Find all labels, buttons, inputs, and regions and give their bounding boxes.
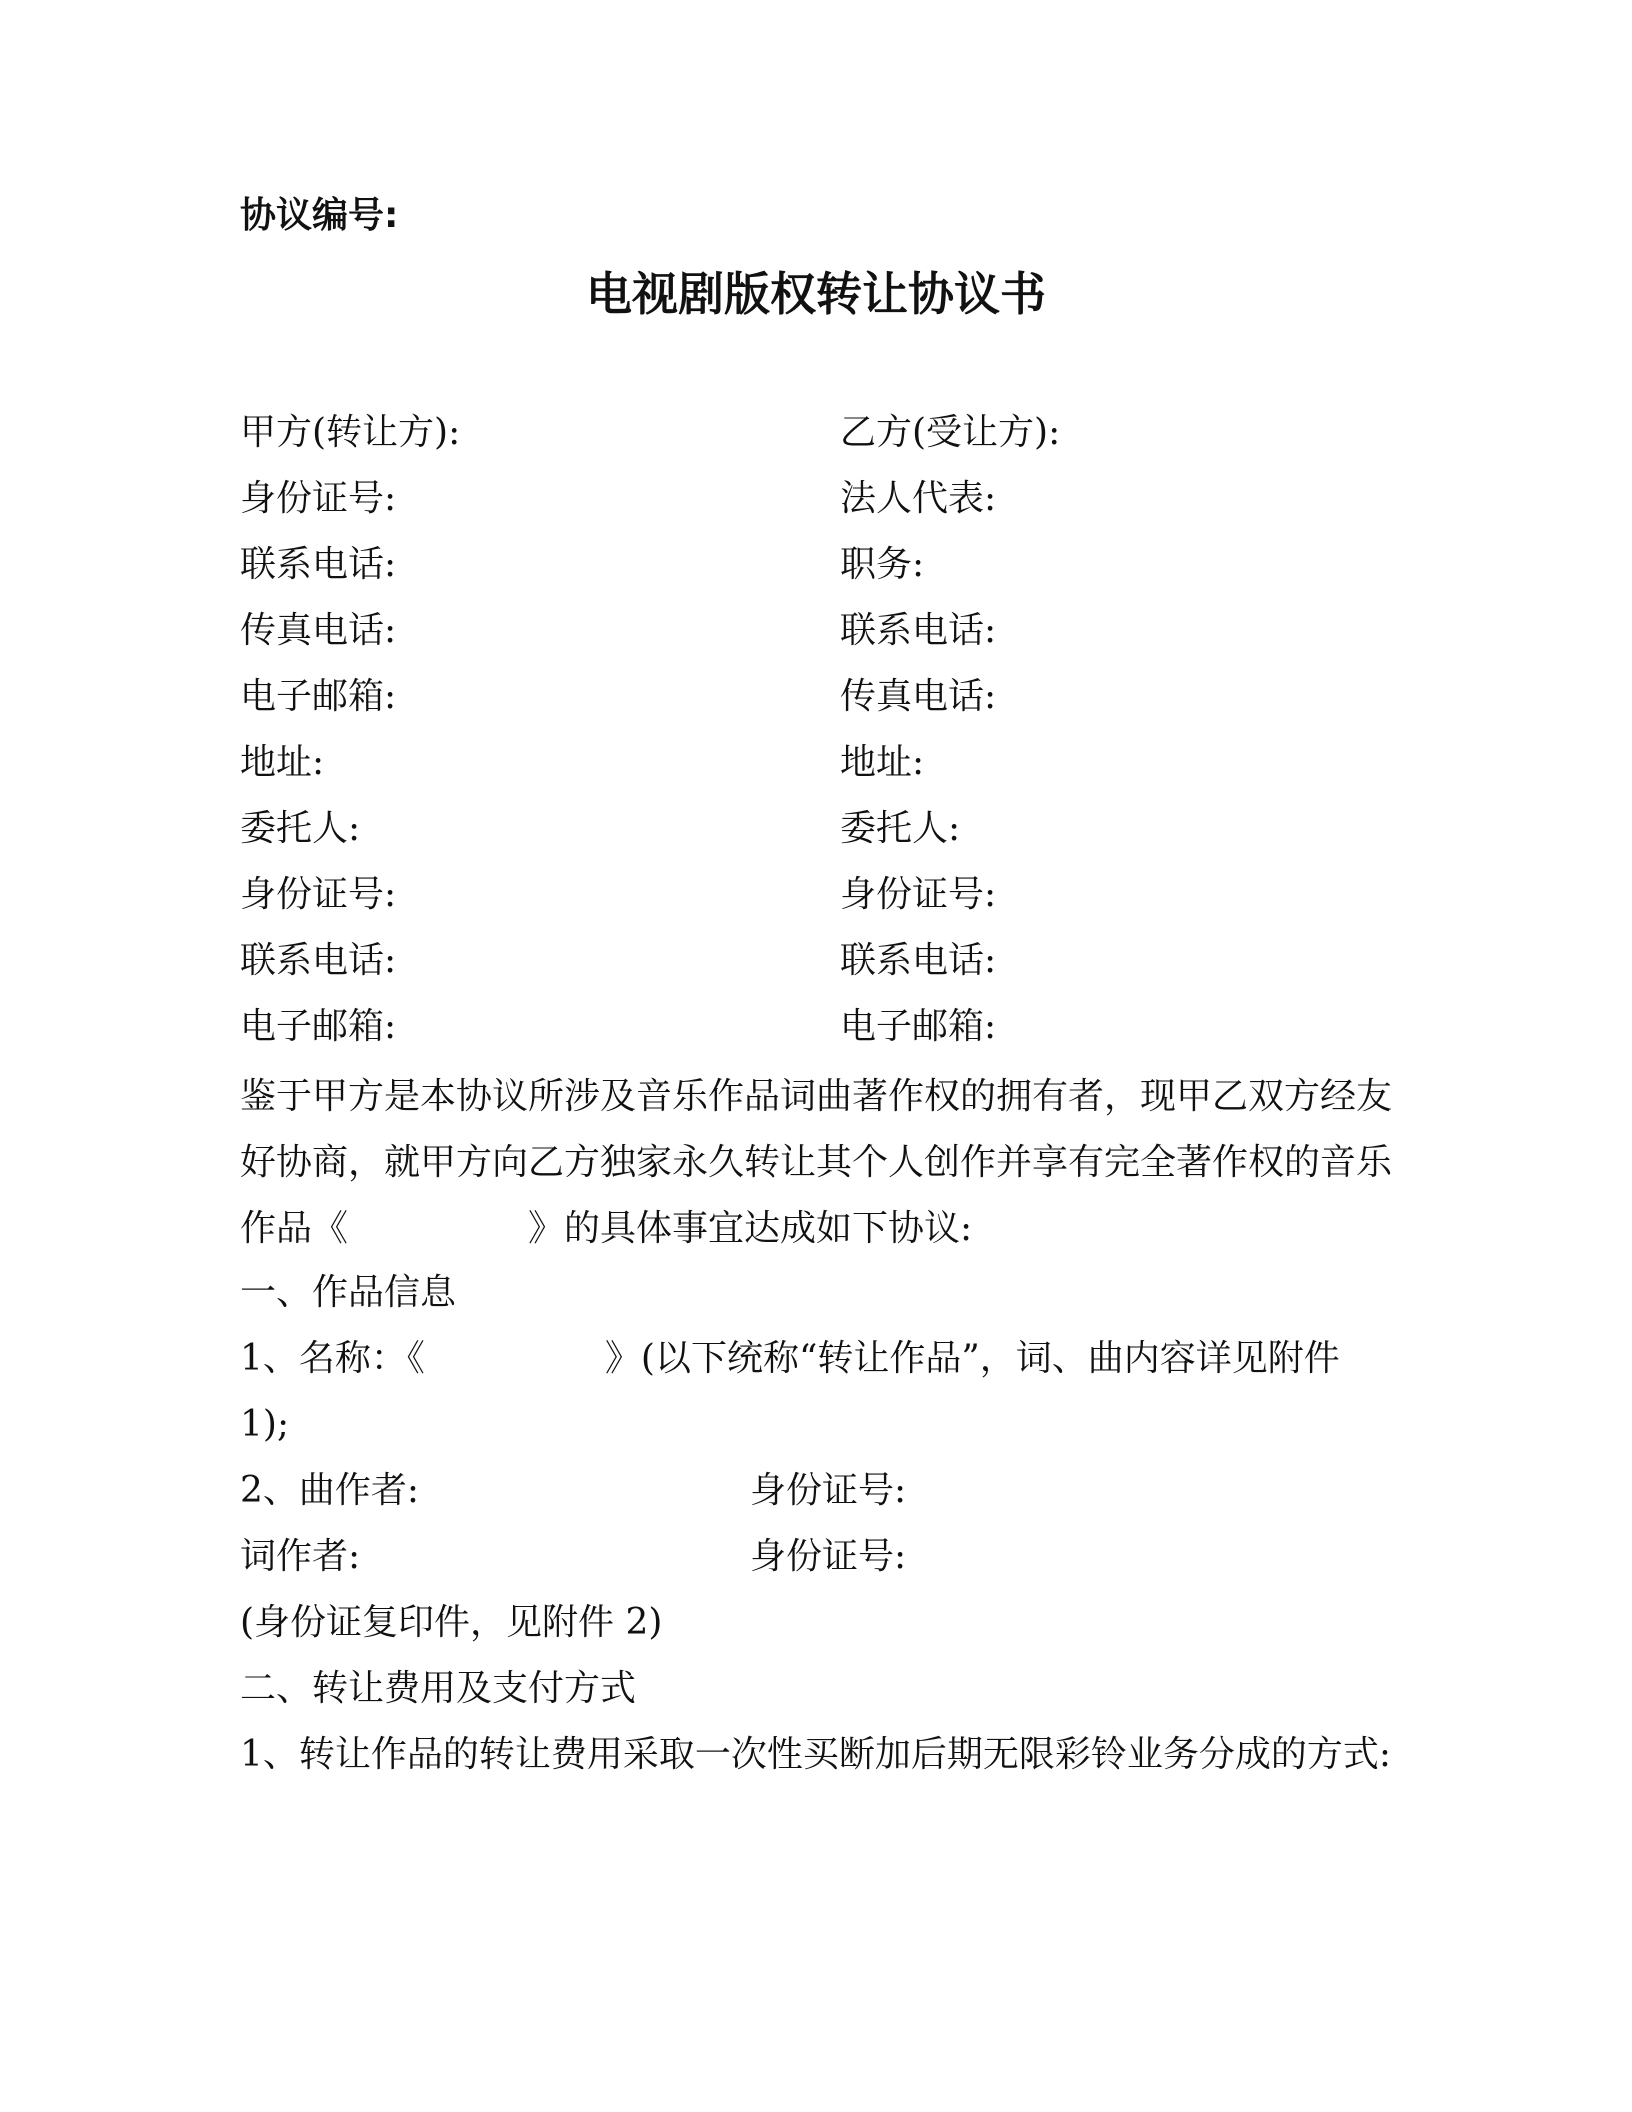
- section2-heading: 二、转让费用及支付方式: [240, 1668, 637, 1709]
- party-b-agent-label: 委托人:: [840, 808, 961, 849]
- party-a-name-label: 甲方(转让方):: [240, 412, 461, 453]
- party-a-email-label: 电子邮箱:: [240, 676, 397, 717]
- preamble-paragraph: 鉴于甲方是本协议所涉及音乐作品词曲著作权的拥有者，现甲乙双方经友好协商，就甲方向乙方独家永久转让其个人创作并享有完全著作权的音乐作品《 》的具体事宜达成如下协议:: [240, 1076, 1393, 1249]
- lyricist-id-label: 身份证号:: [750, 1536, 907, 1577]
- party-b-agent-email-label: 电子邮箱:: [840, 1006, 997, 1047]
- section2-item1: 1、转让作品的转让费用采取一次性买断加后期无限彩铃业务分成的方式:: [240, 1734, 1392, 1775]
- party-b-position-label: 职务:: [840, 544, 925, 585]
- party-a-agent-email-label: 电子邮箱:: [240, 1006, 397, 1047]
- party-b-name-label: 乙方(受让方):: [840, 412, 1061, 453]
- document-title: 电视剧版权转让协议书: [586, 267, 1046, 321]
- section1-item1: 1、名称：《 》(以下统称“转让作品”，词、曲内容详见附件 1);: [240, 1338, 1340, 1445]
- party-b-phone-label: 联系电话:: [840, 610, 997, 651]
- party-a-agent-label: 委托人:: [240, 808, 361, 849]
- party-a-fax-label: 传真电话:: [240, 610, 397, 651]
- party-b-fax-label: 传真电话:: [840, 676, 997, 717]
- agreement-number-label: 协议编号:: [240, 195, 399, 236]
- party-b-agent-phone-label: 联系电话:: [840, 940, 997, 981]
- party-a-phone-label: 联系电话:: [240, 544, 397, 585]
- section1-heading: 一、作品信息: [240, 1272, 457, 1313]
- party-a-agent-phone-label: 联系电话:: [240, 940, 397, 981]
- party-b-legal-rep-label: 法人代表:: [840, 478, 997, 519]
- lyricist-label: 词作者:: [240, 1536, 361, 1577]
- party-a-id-label: 身份证号:: [240, 478, 397, 519]
- composer-label: 2、曲作者:: [240, 1470, 420, 1511]
- party-a-address-label: 地址:: [240, 742, 325, 783]
- composer-id-label: 身份证号:: [750, 1470, 907, 1511]
- party-b-address-label: 地址:: [840, 742, 925, 783]
- party-a-agent-id-label: 身份证号:: [240, 874, 397, 915]
- id-copy-note: (身份证复印件，见附件 2): [240, 1602, 663, 1643]
- party-b-agent-id-label: 身份证号:: [840, 874, 997, 915]
